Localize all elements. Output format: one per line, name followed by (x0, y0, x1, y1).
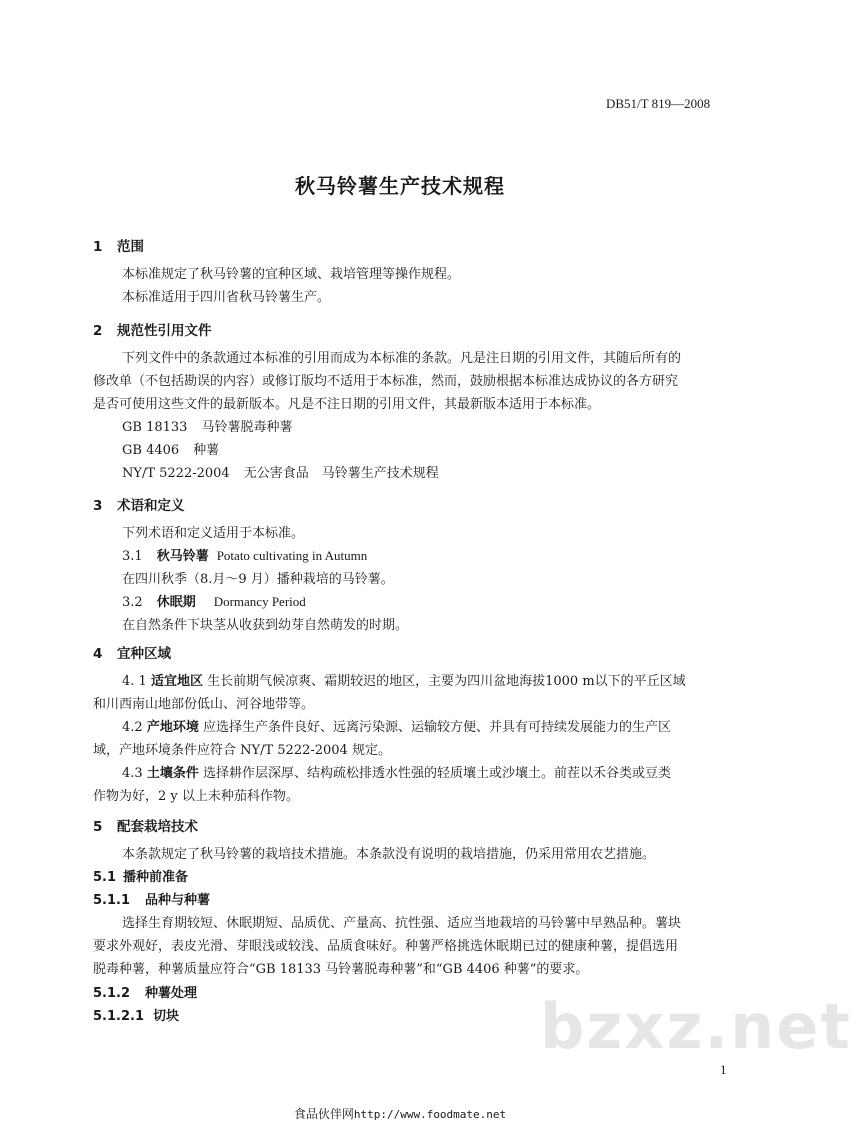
paragraph: 下列术语和定义适用于本标准。 (122, 526, 305, 541)
section-title: 规范性引用文件 (117, 323, 212, 339)
section-heading-1 (93, 235, 144, 255)
clause-number: 4.3 (122, 766, 143, 781)
term-number: 3.2 (122, 595, 143, 610)
clause-line: 作物为好，2 y 以上未种茄科作物。 (93, 789, 299, 804)
reference-name: 无公害食品 马铃薯生产技术规程 (243, 466, 439, 481)
clause-number: 4.2 (122, 720, 143, 735)
reference-item (122, 416, 292, 435)
section-title: 宜种区域 (117, 646, 171, 662)
clause-line (122, 670, 686, 689)
reference-name: 马铃薯脱毒种薯 (201, 420, 293, 435)
paragraph-line: 是否可使用这些文件的最新版本。凡是不注日期的引用文件，其最新版本适用于本标准。 (93, 397, 601, 412)
term-definition: 在自然条件下块茎从收获到幼芽自然萌发的时期。 (122, 618, 409, 633)
clause-text: 生长前期气候凉爽、霜期较迟的地区，主要为四川盆地海拔1000 m以下的平丘区域 (207, 674, 686, 689)
subsection-number: 5.1.2.1 (93, 1009, 144, 1024)
section-title: 配套栽培技术 (117, 819, 198, 835)
clause-term: 适宜地区 (150, 674, 203, 689)
clause-term: 产地环境 (146, 720, 199, 735)
paragraph: 本标准适用于四川省秋马铃薯生产。 (122, 290, 331, 305)
document-number: DB51/T 819—2008 (606, 96, 711, 111)
term-chinese: 休眠期 (156, 595, 196, 610)
term-entry (122, 591, 306, 610)
section-number: 2 (93, 323, 103, 339)
clause-line (122, 716, 671, 735)
subsection-heading (93, 982, 197, 1001)
page-number: 1 (720, 1062, 727, 1077)
clause-line: 域，产地环境条件应符合 NY/T 5222-2004 规定。 (93, 743, 391, 758)
subsection-title: 种薯处理 (145, 986, 198, 1001)
paragraph-line: 要求外观好，表皮光滑、芽眼浅或较浅、品质食味好。种薯严格挑选休眠期已过的健康种薯，提倡选用 (93, 939, 679, 954)
subsection-number: 5.1 (93, 870, 117, 885)
section-number: 3 (93, 498, 103, 514)
section-heading-4 (93, 642, 171, 662)
section-number: 1 (93, 239, 103, 255)
watermark: bzxz.net (540, 990, 852, 1063)
page-title: 秋马铃薯生产技术规程 (295, 174, 505, 198)
clause-line (122, 762, 671, 781)
section-number: 5 (93, 819, 103, 835)
paragraph-line: 下列文件中的条款通过本标准的引用而成为本标准的条款。凡是注日期的引用文件，其随后所有的 (122, 351, 682, 366)
clause-line: 和川西南山地部份低山、河谷地带等。 (93, 697, 315, 712)
reference-code: GB 18133 (122, 420, 188, 435)
paragraph-line: 选择生育期较短、休眠期短、品质优、产量高、抗性强、适应当地栽培的马铃薯中早熟品种。薯块 (122, 916, 682, 931)
subsection-number: 5.1.2 (93, 986, 131, 1001)
term-number: 3.1 (122, 549, 143, 564)
section-heading-3 (93, 494, 185, 514)
subsection-heading (93, 1005, 179, 1024)
clause-term: 土壤条件 (146, 766, 199, 781)
paragraph-line: 修改单（不包括勘误的内容）或修订版均不适用于本标准，然而，鼓励根据本标准达成协议的各方研究 (93, 374, 679, 389)
term-entry (122, 545, 367, 564)
subsection-title: 切块 (153, 1009, 180, 1024)
clause-text: 选择耕作层深厚、结构疏松排透水性强的轻质壤土或沙壤土。前茬以禾谷类或豆类 (202, 766, 671, 781)
term-chinese: 秋马铃薯 (156, 549, 209, 564)
footer (0, 1105, 800, 1122)
term-english: Potato cultivating in Autumn (216, 548, 368, 563)
paragraph-line: 脱毒种薯，种薯质量应符合“GB 18133 马铃薯脱毒种薯”和“GB 4406 种薯”的要求。 (93, 962, 589, 977)
subsection-title: 播种前准备 (123, 870, 189, 885)
reference-code: NY/T 5222-2004 (122, 466, 230, 481)
reference-item (122, 462, 439, 481)
paragraph: 本条款规定了秋马铃薯的栽培技术措施。本条款没有说明的栽培措施，仍采用常用农艺措施。 (122, 847, 656, 862)
subsection-heading (93, 866, 188, 885)
paragraph: 本标准规定了秋马铃薯的宜种区域、栽培管理等操作规程。 (122, 267, 461, 282)
section-heading-5 (93, 815, 198, 835)
section-heading-2 (93, 319, 212, 339)
subsection-number: 5.1.1 (93, 893, 131, 908)
term-definition: 在四川秋季（8.月～9 月）播种栽培的马铃薯。 (122, 572, 394, 587)
section-number: 4 (93, 646, 103, 662)
section-title: 范围 (117, 239, 144, 255)
reference-code: GB 4406 (122, 443, 180, 458)
footer-url[interactable]: http://www.foodmate.net (353, 1108, 507, 1121)
footer-site-name: 食品伙伴网 (293, 1107, 354, 1121)
subsection-title: 品种与种薯 (145, 893, 211, 908)
clause-text: 应选择生产条件良好、远离污染源、运输较方便、并具有可持续发展能力的生产区 (202, 720, 671, 735)
reference-name: 种薯 (193, 443, 220, 458)
term-english: Dormancy Period (213, 594, 306, 609)
clause-number: 4. 1 (122, 674, 147, 689)
section-title: 术语和定义 (117, 498, 185, 514)
subsection-heading (93, 889, 210, 908)
reference-item (122, 439, 219, 458)
